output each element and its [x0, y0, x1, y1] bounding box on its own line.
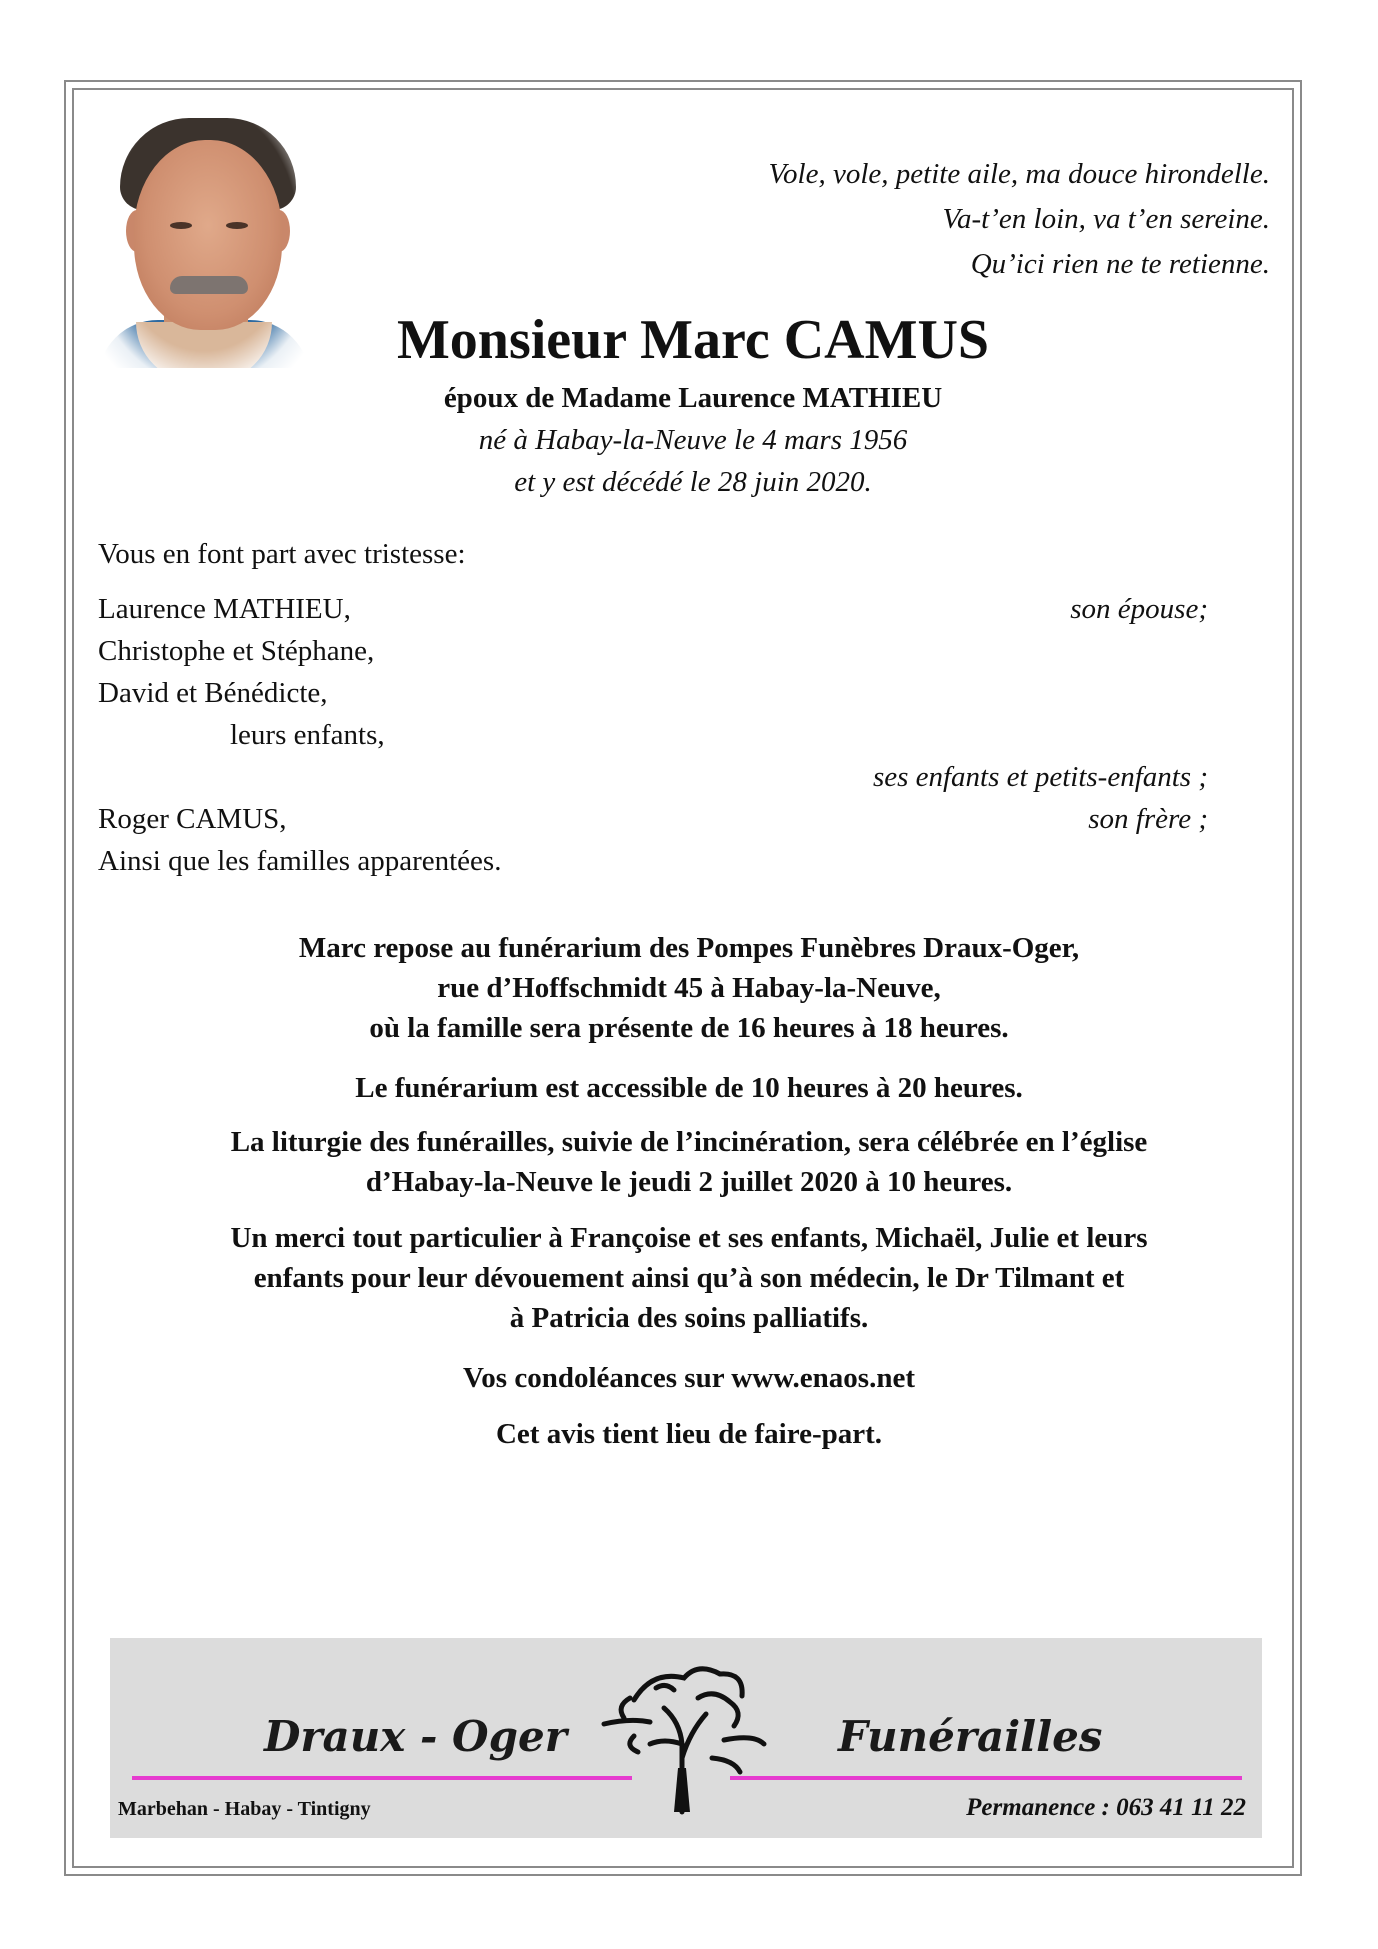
- death-line: et y est décédé le 28 juin 2020.: [514, 466, 872, 498]
- brand-name: Draux - Oger: [264, 1712, 567, 1761]
- family-row: [98, 798, 1208, 840]
- family-member: Ainsi que les familles apparentées.: [98, 845, 502, 877]
- family-row: [98, 672, 1208, 714]
- family-row: [98, 840, 1208, 882]
- family-row: [98, 588, 1208, 630]
- notice-line: enfants pour leur dévouement ainsi qu’à son médecin, le Dr Tilmant et: [253, 1262, 1125, 1294]
- access-notice: Le funérarium est accessible de 10 heures à 20 heures.: [355, 1072, 1023, 1104]
- notice-line: La liturgie des funérailles, suivie de l’incinération, sera célébrée en l’église: [230, 1126, 1148, 1158]
- faire-part-notice: Cet avis tient lieu de faire-part.: [495, 1418, 883, 1450]
- family-list: [98, 588, 1208, 882]
- family-relation: son frère ;: [1088, 803, 1208, 835]
- family-member: Christophe et Stéphane,: [98, 635, 375, 667]
- family-member: David et Bénédicte,: [98, 677, 328, 709]
- funeral-home-banner: [110, 1638, 1262, 1838]
- notice-line: à Patricia des soins palliatifs.: [509, 1302, 869, 1334]
- notice-line: d’Habay-la-Neuve le jeudi 2 juillet 2020 à 10 heures.: [365, 1166, 1013, 1198]
- accent-line-right: [730, 1776, 1242, 1780]
- locations-text: Marbehan - Habay - Tintigny: [118, 1798, 371, 1820]
- thanks-notice: [80, 1218, 1298, 1338]
- family-member: leurs enfants,: [230, 719, 385, 751]
- family-row: [98, 630, 1208, 672]
- condolences-notice: Vos condoléances sur www.enaos.net: [463, 1362, 915, 1394]
- family-member: Roger CAMUS,: [98, 803, 287, 835]
- notice-line: rue d’Hoffschmidt 45 à Habay-la-Neuve,: [437, 972, 941, 1004]
- poem-line: Qu’ici rien ne te retienne.: [970, 248, 1270, 280]
- family-row: [98, 756, 1208, 798]
- notice-line: Un merci tout particulier à Françoise et ses enfants, Michaël, Julie et leurs: [230, 1222, 1148, 1254]
- brand-tagline: Funérailles: [838, 1712, 1103, 1761]
- deceased-name: Monsieur Marc CAMUS: [396, 309, 990, 371]
- family-relation: ses enfants et petits-enfants ;: [872, 761, 1208, 793]
- notice-line: Marc repose au funérarium des Pompes Funèbres Draux-Oger,: [298, 932, 1080, 964]
- notice-line: où la famille sera présente de 16 heures à 18 heures.: [369, 1012, 1009, 1044]
- family-row: [98, 714, 1208, 756]
- birth-line: né à Habay-la-Neuve le 4 mars 1956: [478, 424, 908, 456]
- spouse-line: époux de Madame Laurence MATHIEU: [443, 382, 943, 414]
- accent-line-left: [132, 1776, 632, 1780]
- permanence-phone: Permanence : 063 41 11 22: [966, 1794, 1246, 1821]
- poem-line: Va-t’en loin, va t’en sereine.: [942, 203, 1270, 235]
- funerarium-notice: [80, 928, 1298, 1048]
- family-member: Laurence MATHIEU,: [98, 593, 351, 625]
- family-intro: Vous en font part avec tristesse:: [98, 538, 466, 570]
- family-relation: son épouse;: [1070, 593, 1208, 625]
- poem: [769, 152, 1270, 287]
- tree-logo-icon: [594, 1648, 774, 1816]
- poem-line: Vole, vole, petite aile, ma douce hirondelle.: [768, 158, 1270, 190]
- liturgy-notice: [80, 1122, 1298, 1202]
